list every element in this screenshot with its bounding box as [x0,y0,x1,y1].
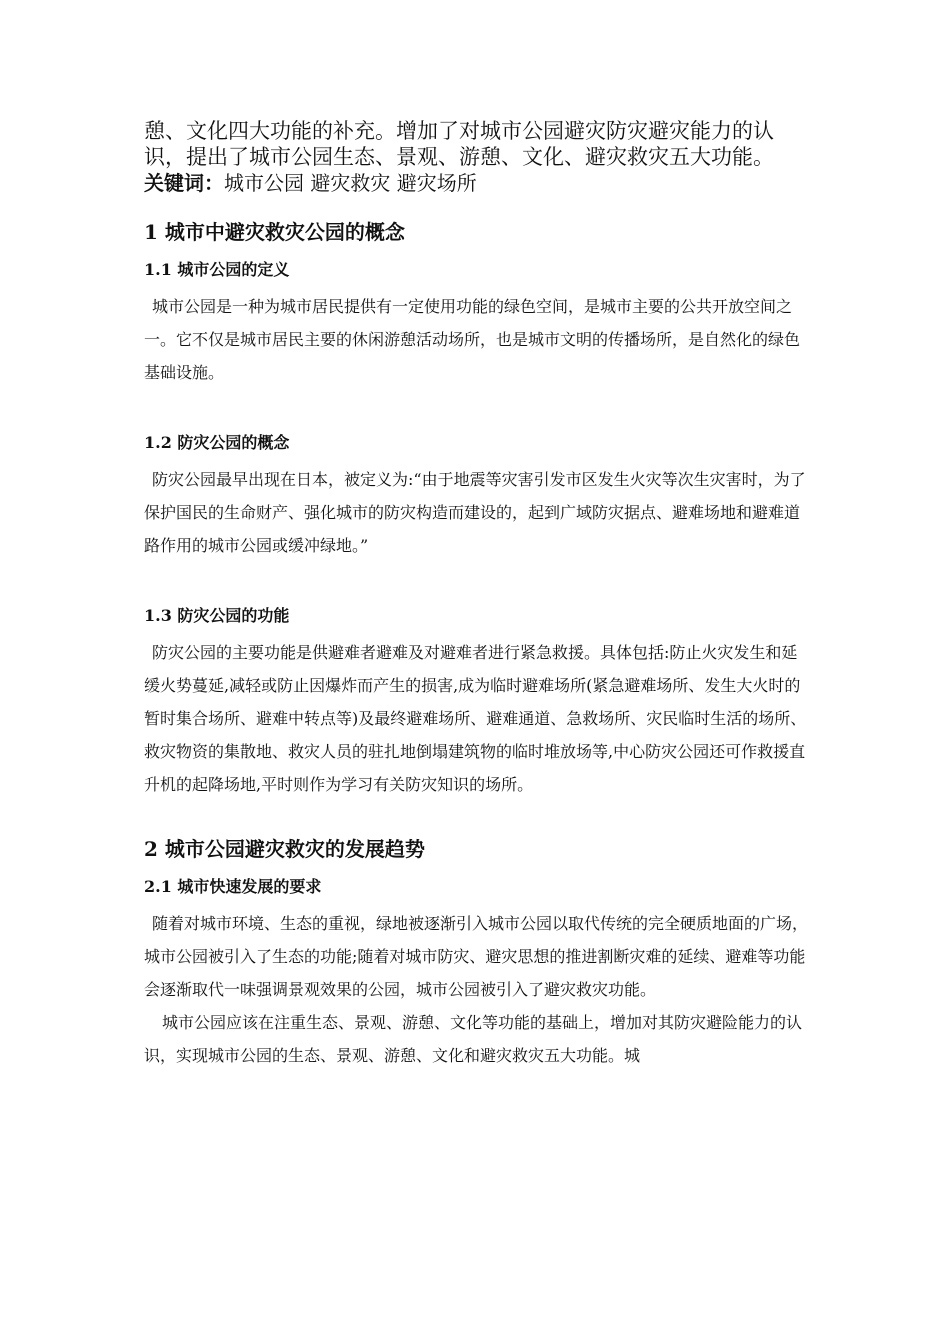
document-page [144,118,808,1072]
subsection-1-2-title: 1.2 防灾公园的概念 [144,433,290,452]
section-2-title: 2 城市公园避灾救灾的发展趋势 [144,837,425,861]
paragraph-1-2: 防灾公园最早出现在日本，被定义为:“由于地震等灾害引发市区发生火灾等次生灾害时，为了保护国民的生命财产、强化城市的防灾构造而建设的，起到广域防灾据点、避难场地和避难道路作用的城市公园或缓冲绿地。” [144,470,806,555]
subsection-2-1-title: 2.1 城市快速发展的要求 [144,877,322,896]
paragraph-1-3: 防灾公园的主要功能是供避难者避难及对避难者进行紧急救援。具体包括:防止火灾发生和延缓火势蔓延,减轻或防止因爆炸而产生的损害,成为临时避难场所(紧急避难场所、发生大火时的暂时集合场所、避难中转点等)及最终避难场所、避难通道、急救场所、灾民临时生活的场所、救灾物资的集散地、救灾人员的驻扎地倒塌建筑物的临时堆放场等,中心防灾公园还可作救援直升机的起降场地,平时则作为学习有关防灾知识的场所。 [144,643,807,794]
paragraph-2-1-a: 随着对城市环境、生态的重视，绿地被逐渐引入城市公园以取代传统的完全硬质地面的广场，城市公园被引入了生态的功能;随着对城市防灾、避灾思想的推进割断灾难的延续、避难等功能会逐渐取代一味强调景观效果的公园，城市公园被引入了避灾救灾功能。 [144,914,809,999]
paragraph-2-1-b: 城市公园应该在注重生态、景观、游憩、文化等功能的基础上，增加对其防灾避险能力的认识，实现城市公园的生态、景观、游憩、文化和避灾救灾五大功能。城 [144,1013,803,1065]
keywords-label: 关键词： [144,171,224,195]
section-1-title: 1 城市中避灾救灾公园的概念 [144,220,405,244]
keywords-value: 城市公园 避灾救灾 避灾场所 [224,171,477,195]
subsection-1-3-title: 1.3 防灾公园的功能 [144,606,290,625]
abstract-text: 憩、文化四大功能的补充。增加了对城市公园避灾防灾避灾能力的认识，提出了城市公园生态、景观、游憩、文化、避灾救灾五大功能。 [144,119,774,169]
paragraph-1-1: 城市公园是一种为城市居民提供有一定使用功能的绿色空间，是城市主要的公共开放空间之一。它不仅是城市居民主要的休闲游憩活动场所，也是城市文明的传播场所，是自然化的绿色基础设施。 [144,297,801,382]
subsection-1-1-title: 1.1 城市公园的定义 [144,260,290,279]
keywords-line [144,170,808,196]
